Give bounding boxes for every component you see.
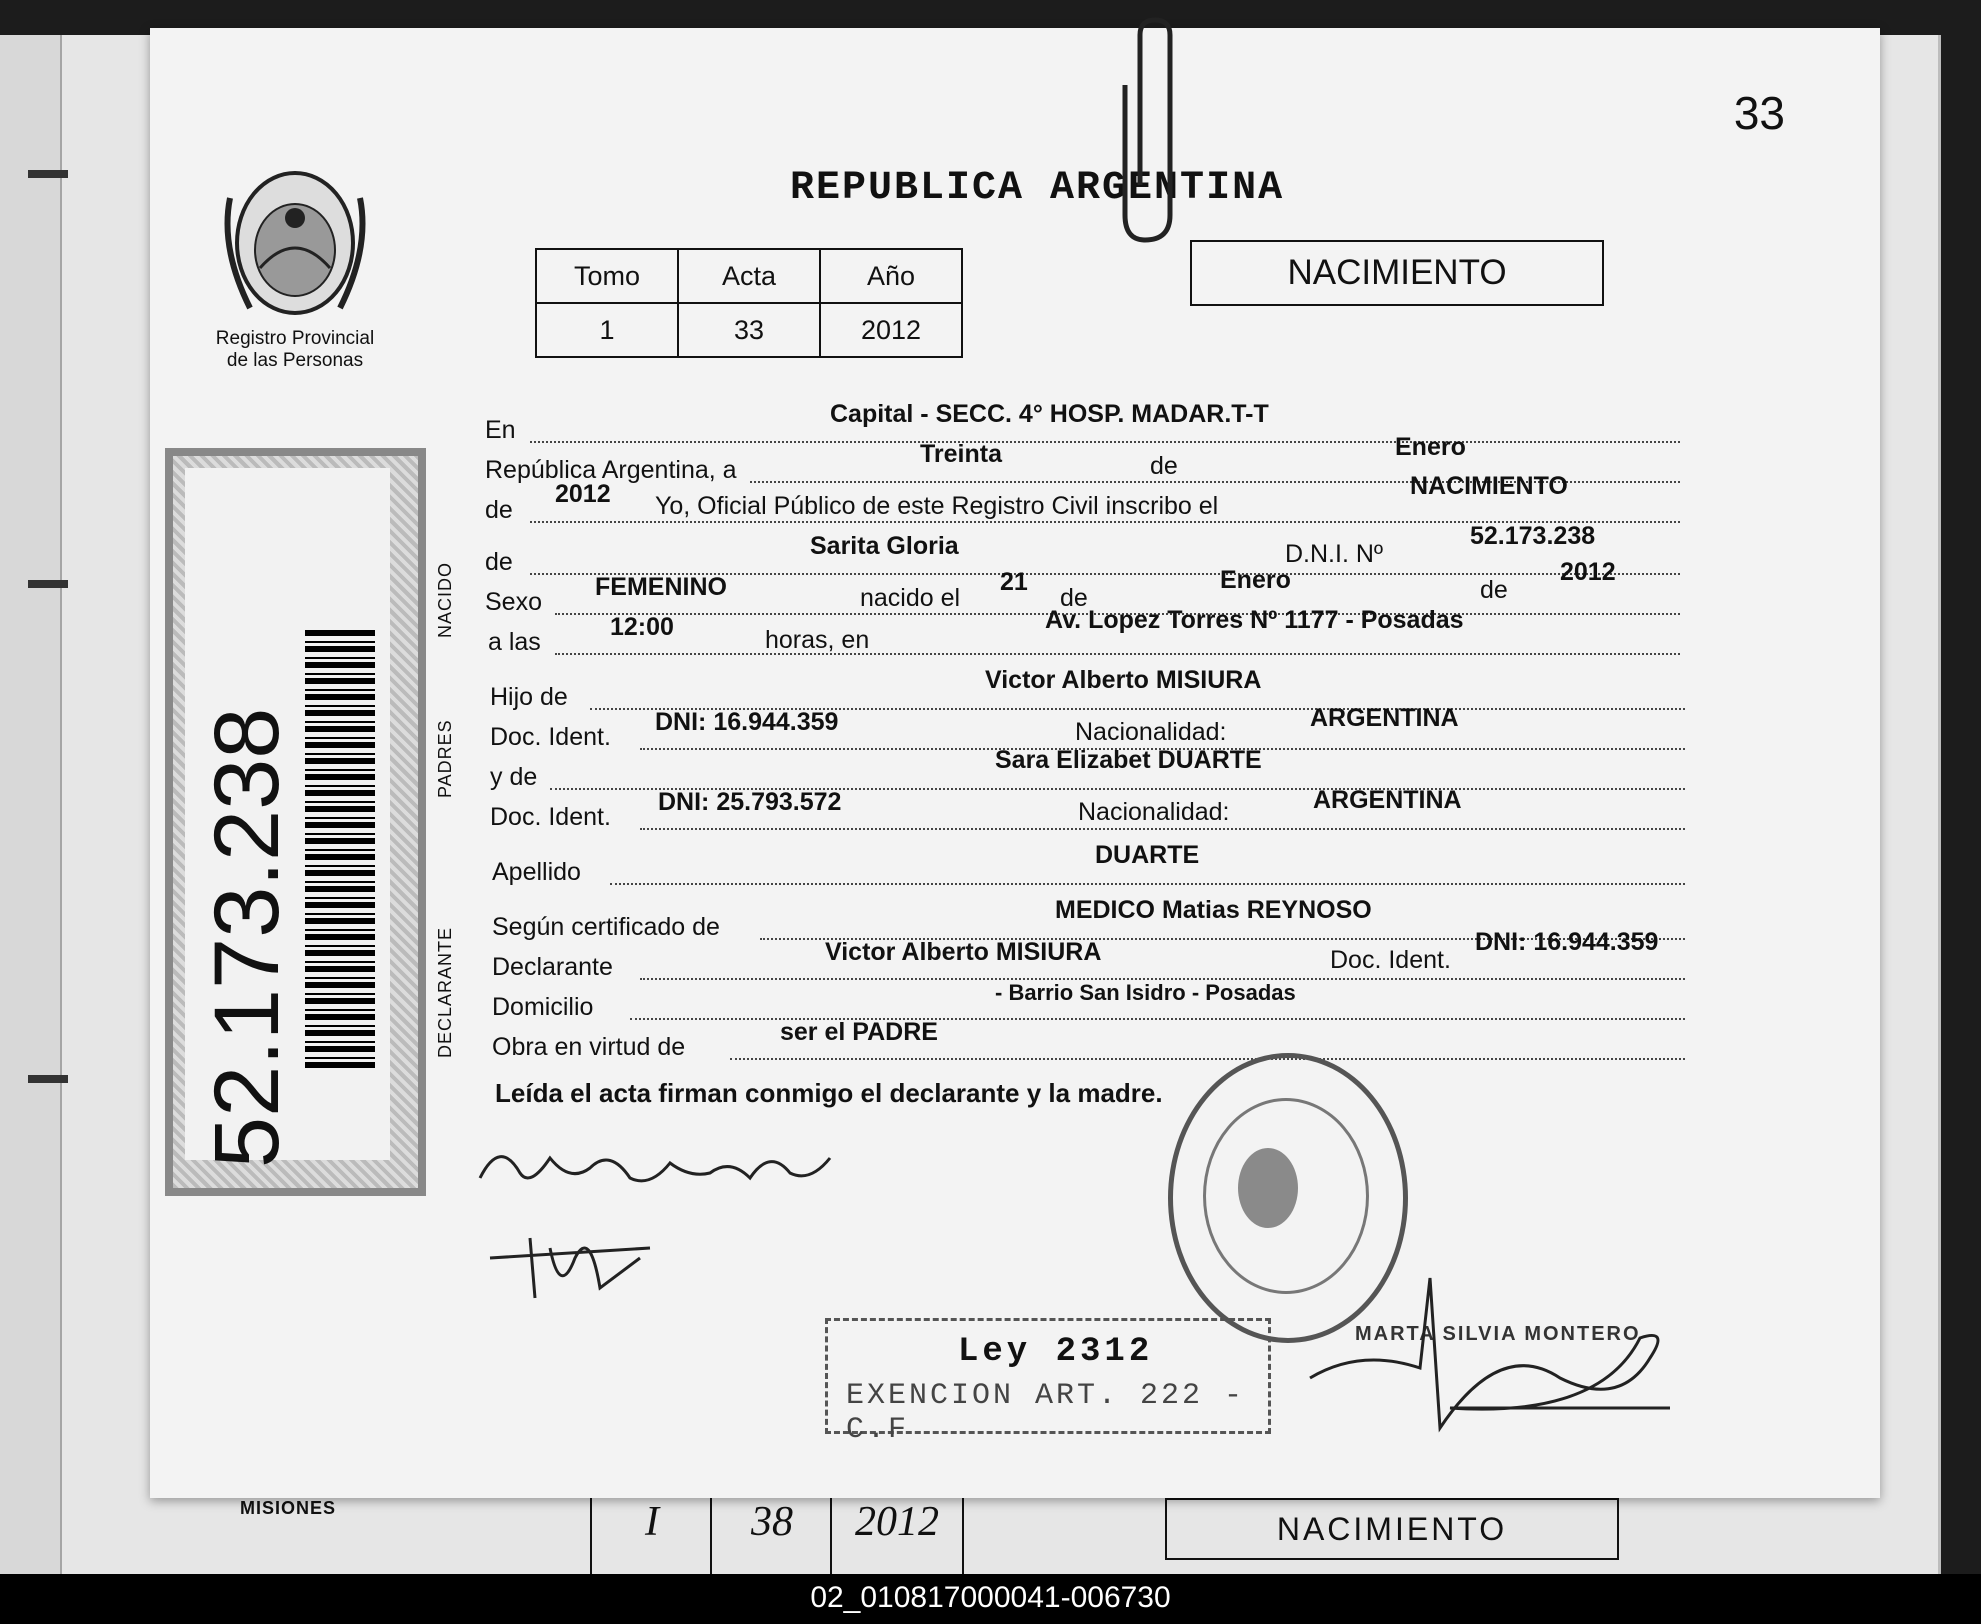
ref-value-anio: 2012 — [820, 303, 962, 357]
value-madre: Sara Elizabet DUARTE — [995, 746, 1262, 774]
dotted-line — [640, 828, 1685, 830]
officer-name-stamp: MARTA SILVIA MONTERO — [1355, 1323, 1641, 1345]
label-a-las: a las — [488, 628, 541, 656]
certificate-page — [150, 28, 1880, 1498]
label-horas-en: horas, en — [765, 626, 870, 654]
value-nac-madre: ARGENTINA — [1313, 786, 1462, 814]
label-de: de — [1060, 584, 1088, 612]
value-dni: 52.173.238 — [1470, 522, 1596, 550]
country-title: REPUBLICA ARGENTINA — [790, 166, 1285, 211]
barcode-icon — [305, 628, 375, 1068]
dni-barcode-inner — [185, 468, 390, 1168]
law-stamp-line1: Ley 2312 — [958, 1333, 1154, 1371]
value-doc-padre: DNI: 16.944.359 — [655, 708, 839, 736]
mother-signature — [480, 1218, 680, 1318]
value-anio: 2012 — [555, 480, 611, 508]
ref-header-anio: Año — [820, 249, 962, 303]
binding-ring — [28, 170, 68, 178]
officer-signature — [1300, 1258, 1680, 1458]
binding-ring — [28, 580, 68, 588]
law-exemption-stamp — [825, 1318, 1271, 1447]
label-apellido: Apellido — [492, 858, 581, 886]
value-declarante: Victor Alberto MISIURA — [825, 938, 1102, 966]
registry-name — [195, 328, 395, 372]
label-de: de — [485, 548, 513, 576]
dotted-line — [530, 441, 1680, 443]
value-nac-padre: ARGENTINA — [1310, 704, 1459, 732]
label-doc-ident: Doc. Ident. — [490, 803, 611, 831]
value-lugar-nac: Av. Lopez Torres Nº 1177 - Posadas — [1045, 606, 1464, 634]
binding-strip — [0, 35, 62, 1575]
under-page-logo: MISIONES — [240, 1498, 337, 1518]
label-nacionalidad: Nacionalidad: — [1075, 718, 1227, 746]
page-number: 33 — [1733, 87, 1785, 139]
label-sexo: Sexo — [485, 588, 542, 616]
value-sexo: FEMENINO — [595, 573, 727, 601]
record-type-box: NACIMIENTO — [1190, 240, 1604, 306]
value-dia-nac: 21 — [1000, 568, 1028, 596]
ref-header-tomo: Tomo — [536, 249, 678, 303]
label-declarante: Declarante — [492, 953, 613, 981]
dotted-line — [610, 883, 1685, 885]
label-hijo-de: Hijo de — [490, 683, 568, 711]
value-apellido: DUARTE — [1095, 841, 1200, 869]
label-doc-ident: Doc. Ident. — [1330, 946, 1451, 974]
label-dni: D.N.I. Nº — [1285, 540, 1384, 568]
value-padre: Victor Alberto MISIURA — [985, 666, 1262, 694]
value-doc-madre: DNI: 25.793.572 — [658, 788, 842, 816]
label-obra: Obra en virtud de — [492, 1033, 686, 1061]
value-hora: 12:00 — [610, 613, 674, 641]
label-y-de: y de — [490, 763, 538, 791]
paper-clip-icon — [1085, 15, 1195, 245]
dotted-line — [555, 653, 1680, 655]
label-republica: República Argentina, a — [485, 456, 737, 484]
section-label-padres: PADRES — [435, 719, 455, 798]
value-obra: ser el PADRE — [780, 1018, 938, 1046]
declarant-signature — [470, 1128, 870, 1208]
value-acto: NACIMIENTO — [1410, 472, 1568, 500]
label-doc-ident: Doc. Ident. — [490, 723, 611, 751]
ref-value-tomo: 1 — [536, 303, 678, 357]
ref-value-acta: 33 — [678, 303, 820, 357]
province-seal-icon — [210, 158, 380, 328]
label-nacido-el: nacido el — [860, 584, 961, 612]
label-nacionalidad: Nacionalidad: — [1078, 798, 1230, 826]
dotted-line — [730, 1058, 1685, 1060]
reference-table — [535, 248, 963, 358]
closing-statement: Leída el acta firman conmigo el declarante y la madre. — [495, 1078, 1163, 1108]
under-page-record-type: NACIMIENTO — [1165, 1498, 1619, 1560]
label-de: de — [485, 496, 513, 524]
under-acta: 38 — [710, 1498, 832, 1574]
label-yo-oficial: Yo, Oficial Público de este Registro Civil inscribo el — [655, 492, 1219, 520]
ref-header-acta: Acta — [678, 249, 820, 303]
value-mes: Enero — [1395, 433, 1466, 461]
law-stamp-line2: EXENCION ART. 222 - C.F — [846, 1379, 1246, 1447]
registry-name-line1: Registro Provincial — [215, 328, 375, 349]
section-label-nacido: NACIDO — [435, 561, 455, 638]
dni-barcode-panel — [165, 448, 426, 1196]
label-en: En — [485, 416, 516, 444]
under-tomo: I — [590, 1498, 712, 1574]
under-anio: 2012 — [830, 1498, 964, 1574]
section-label-declarante: DECLARANTE — [435, 926, 455, 1058]
value-lugar: Capital - SECC. 4° HOSP. MADAR.T-T — [830, 400, 1269, 428]
argentina-emblem-icon — [1238, 1148, 1298, 1228]
dni-vertical-number: 52.173.238 — [196, 707, 298, 1168]
label-domicilio: Domicilio — [492, 993, 594, 1021]
label-de: de — [1150, 452, 1178, 480]
label-segun-certificado: Según certificado de — [492, 913, 720, 941]
value-nombre: Sarita Gloria — [810, 532, 959, 560]
binding-ring — [28, 1075, 68, 1083]
value-domicilio: - Barrio San Isidro - Posadas — [995, 980, 1296, 1005]
label-de: de — [1480, 576, 1508, 604]
value-certificado: MEDICO Matias REYNOSO — [1055, 896, 1372, 924]
value-anio-nac: 2012 — [1560, 558, 1616, 586]
document-id: 02_010817000041-006730 — [810, 1581, 1171, 1614]
registry-name-line2: de las Personas — [226, 350, 364, 371]
value-doc-declarante: DNI: 16.944.359 — [1475, 928, 1659, 956]
value-dia-letras: Treinta — [920, 440, 1002, 468]
value-mes-nac: Enero — [1220, 566, 1291, 594]
